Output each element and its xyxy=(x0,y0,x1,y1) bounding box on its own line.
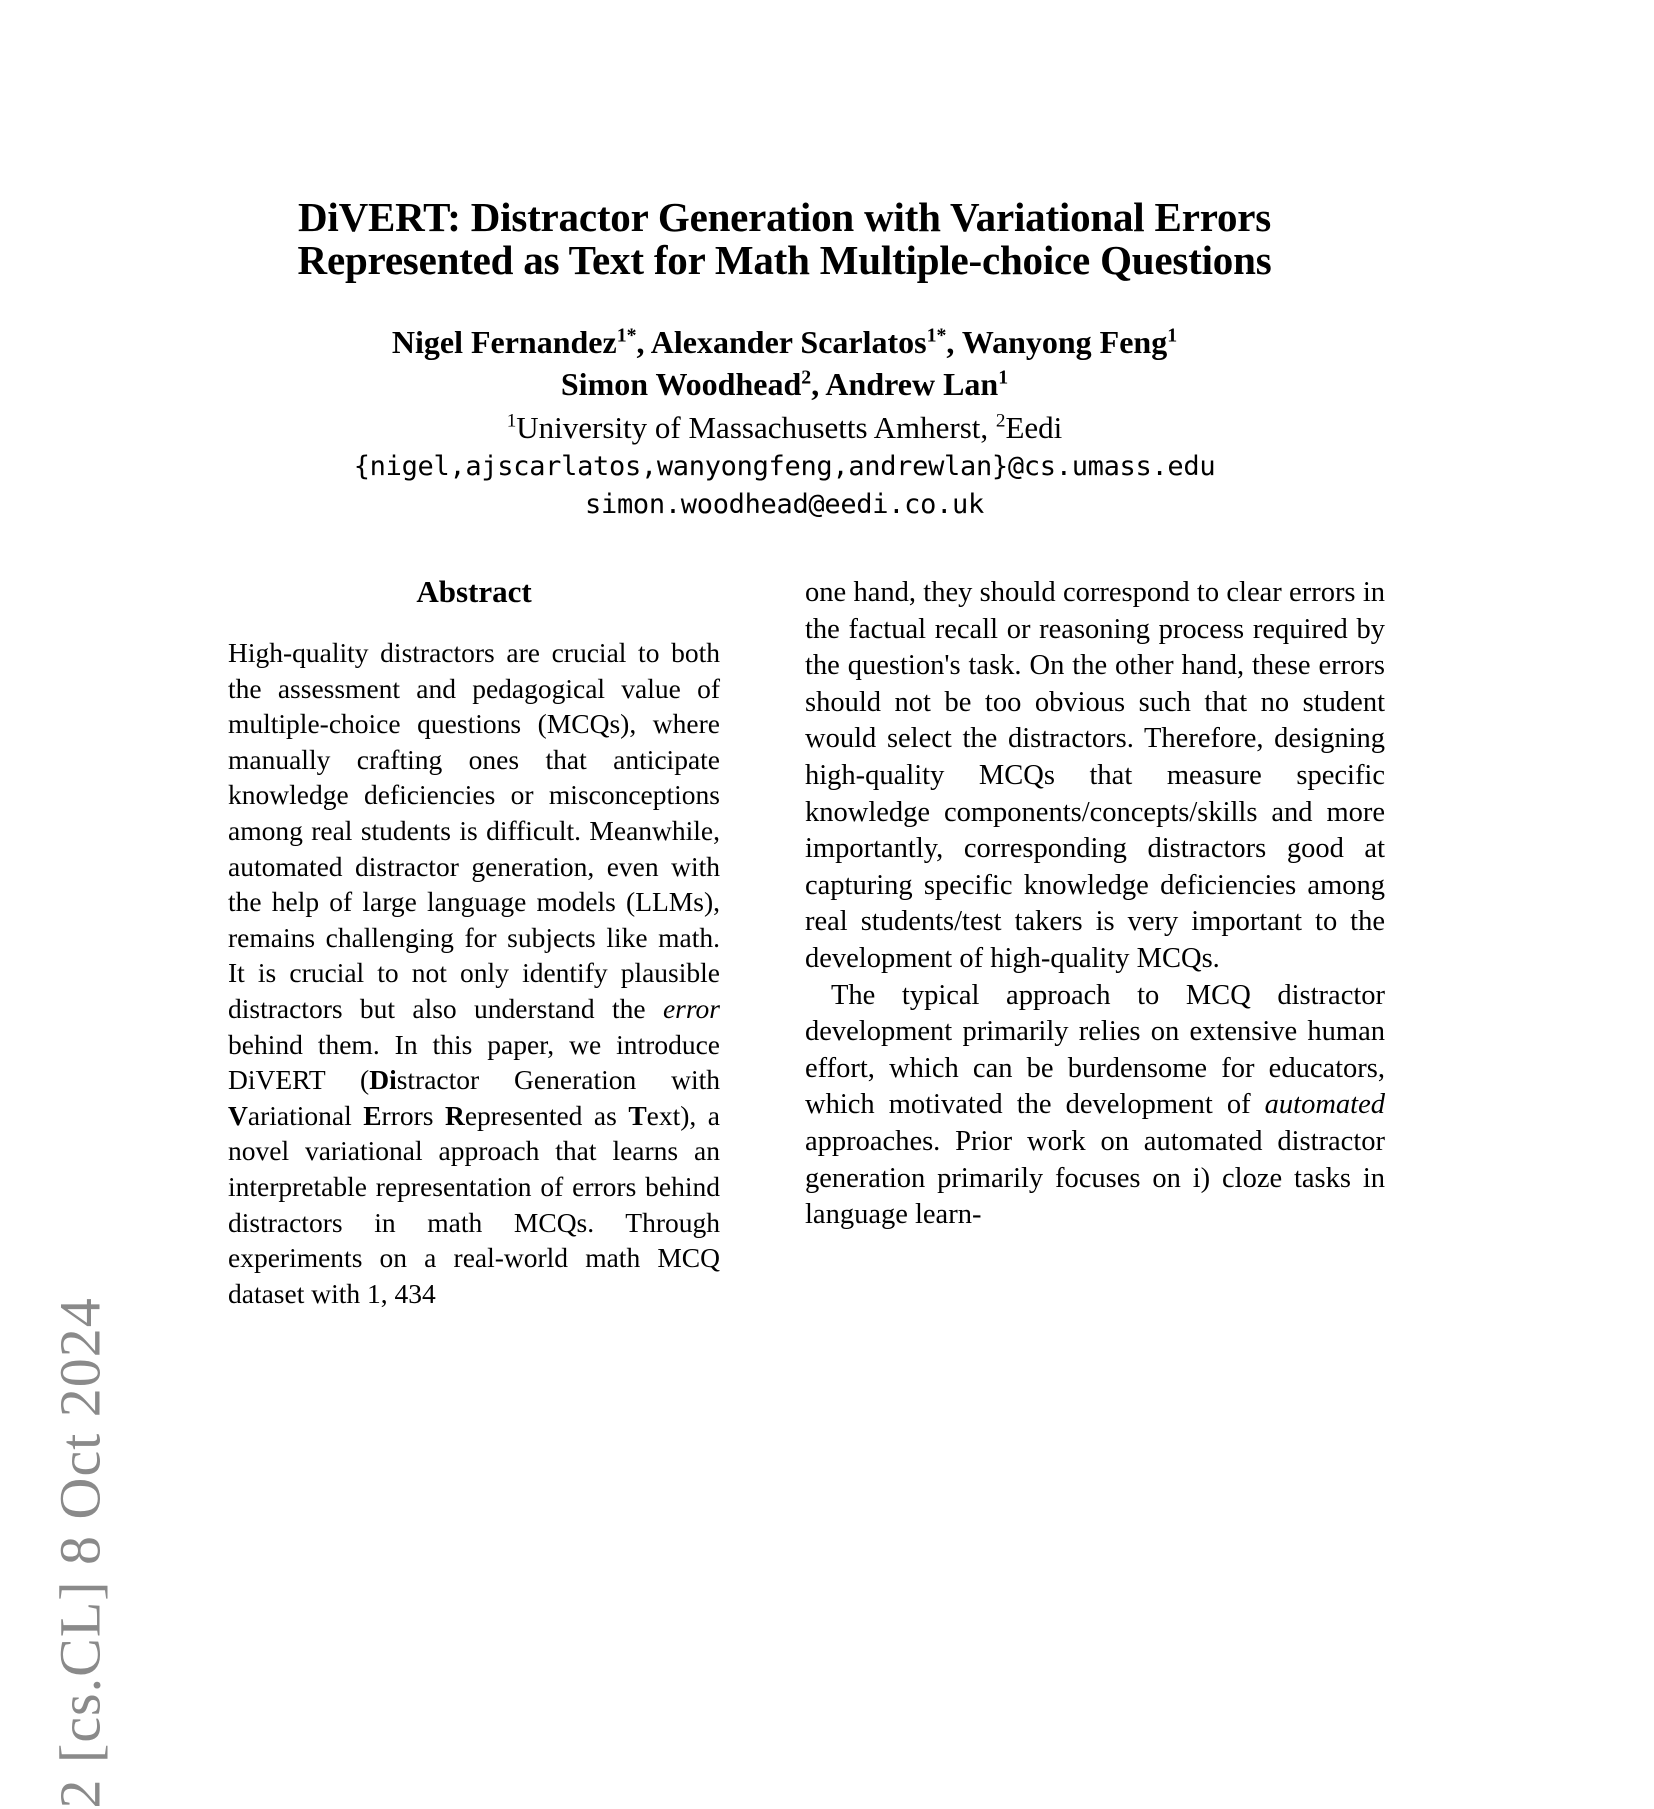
intro-italic-automated: automated xyxy=(1264,1089,1385,1121)
email-line-2: simon.woodhead@eedi.co.uk xyxy=(585,488,984,520)
author-separator: , xyxy=(946,324,962,360)
email-line-1: {nigel,ajscarlatos,wanyongfeng,andrewlan}@cs.umass.edu xyxy=(353,451,1216,483)
abstract-bold-r: R xyxy=(444,1099,465,1131)
author-separator: , xyxy=(636,324,651,360)
affiliation-name-1: University of Massachusetts Amherst, xyxy=(516,410,996,446)
author-name: Nigel Fernandez xyxy=(391,324,617,360)
intro-para2-part-1: The typical approach to MCQ distractor development primarily relies on extensive human effort, which can be burdensome for educators, which motivated the development of xyxy=(805,979,1385,1121)
right-column xyxy=(805,575,1385,1234)
author-affiliation-marker: 2 xyxy=(801,365,812,388)
author-name: Simon Woodhead xyxy=(560,365,802,402)
intro-paragraph-1: one hand, they should correspond to clear errors in the factual recall or reasoning process required by the question's task. On the other hand, these errors should not be too obvious such that no student would select the distractors. Therefore, designing high-quality MCQs that measure specific knowledge components/concepts/skills and more importantly, corresponding distractors good at capturing specific knowledge deficiencies among real students/test takers is very important to the development of high-quality MCQs. xyxy=(805,577,1385,974)
author-affiliation-marker: 1 xyxy=(1167,324,1178,347)
author-name: Wanyong Feng xyxy=(961,324,1168,360)
affiliation-name-2: Eedi xyxy=(1005,410,1063,446)
abstract-bold-t: T xyxy=(628,1099,647,1131)
author-affiliation-marker: 1 xyxy=(998,365,1009,388)
affiliation-marker-2: 2 xyxy=(995,410,1006,432)
abstract-part-4: ariational xyxy=(247,1099,364,1131)
abstract-bold-di: Di xyxy=(369,1064,397,1096)
page-title xyxy=(277,196,1292,281)
left-column xyxy=(228,575,720,1311)
abstract-bold-v: V xyxy=(228,1099,248,1131)
author-affiliation-marker: 1* xyxy=(926,324,947,347)
author-separator: , xyxy=(811,365,826,402)
arxiv-stamp-text: 2 [cs.CL] 8 Oct 2024 xyxy=(47,1297,113,1809)
abstract-part-5: rrors xyxy=(381,1099,445,1131)
author-line-1 xyxy=(277,322,1292,364)
author-block xyxy=(277,322,1292,523)
abstract-part-1: High-quality distractors are crucial to both the assessment and pedagogical value of multiple-choice questions (MCQs), where manually crafting ones that anticipate knowledge deficiencies or misconceptions among real students is difficult. Meanwhile, automated distractor generation, even with the help of large language models (LLMs), remains challenging for subjects like math. It is crucial to not only identify plausible distractors but also understand the xyxy=(228,637,720,1025)
paper-title-block xyxy=(277,196,1292,281)
intro-paragraph-2 xyxy=(805,978,1385,1234)
two-column-body xyxy=(0,574,1654,1309)
abstract-text xyxy=(228,635,720,1311)
intro-para2-part-2: approaches. Prior work on automated distractor generation primarily focuses on i) cloze tasks in language learn- xyxy=(805,1125,1385,1231)
author-affiliation-marker: 1* xyxy=(616,324,637,347)
author-line-2 xyxy=(277,364,1292,406)
author-name: Andrew Lan xyxy=(825,365,999,402)
abstract-italic-error: error xyxy=(662,993,720,1025)
abstract-part-2: behind them. In this paper, we introduce DiVERT ( xyxy=(228,1028,720,1096)
paper-title-line-1: DiVERT: Distractor Generation with Variational Errors xyxy=(297,194,1272,240)
author-name: Alexander Scarlatos xyxy=(650,324,927,360)
affiliation-line xyxy=(277,408,1292,448)
abstract-part-3: stractor Generation with xyxy=(396,1064,720,1096)
abstract-bold-e: E xyxy=(363,1099,382,1131)
affiliation-marker-1: 1 xyxy=(506,410,517,432)
abstract-part-6: epresented as xyxy=(464,1099,629,1131)
abstract-heading: Abstract xyxy=(416,574,532,609)
paper-title-line-2: Represented as Text for Math Multiple-choice Questions xyxy=(297,236,1272,283)
abstract-part-7: ext), a novel variational approach that learns an interpretable representation of errors behind distractors in math MCQs. Through experiments on a real-world math MCQ dataset with xyxy=(228,1099,720,1309)
abstract-dataset-size: 1, 434 xyxy=(367,1277,436,1309)
